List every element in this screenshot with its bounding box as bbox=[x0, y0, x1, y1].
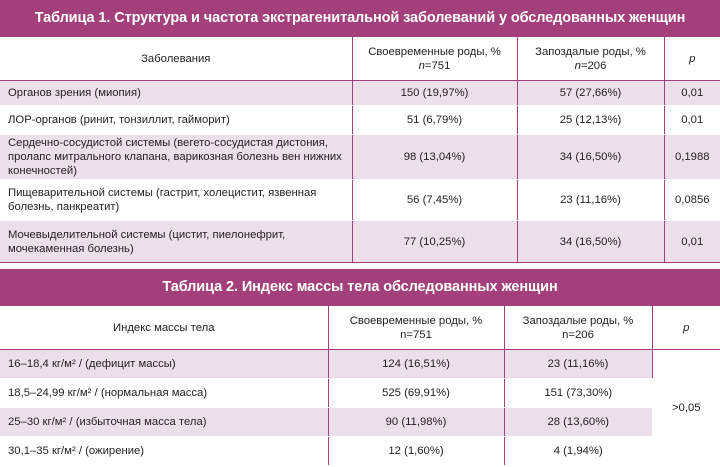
table-row bbox=[0, 379, 720, 408]
cell-timely: 12 (1,60%) bbox=[328, 437, 504, 466]
cell-late: 25 (12,13%) bbox=[517, 106, 664, 135]
table2 bbox=[0, 306, 720, 466]
table1-header-timely: Своевременные роды, % n=751 bbox=[352, 37, 517, 81]
cell-bmi: 18,5–24,99 кг/м² / (нормальная масса) bbox=[0, 379, 328, 408]
cell-timely: 150 (19,97%) bbox=[352, 81, 517, 106]
cell-timely: 90 (11,98%) bbox=[328, 408, 504, 437]
cell-p: 0,1988 bbox=[664, 135, 720, 180]
cell-disease: Органов зрения (миопия) bbox=[0, 81, 352, 106]
cell-late: 151 (73,30%) bbox=[504, 379, 652, 408]
n-label: n bbox=[574, 59, 581, 72]
cell-p: 0,01 bbox=[664, 221, 720, 263]
cell-timely: 124 (16,51%) bbox=[328, 350, 504, 379]
table-row bbox=[0, 350, 720, 379]
table1-header-late: Запоздалые роды, % n=206 bbox=[517, 37, 664, 81]
cell-timely: 98 (13,04%) bbox=[352, 135, 517, 180]
cell-disease: Пищеварительной системы (гастрит, холецистит, язвенная болезнь, панкреатит) bbox=[0, 180, 352, 221]
table2-block bbox=[0, 269, 720, 466]
table2-header-timely: Своевременные роды, % n=751 bbox=[328, 306, 504, 350]
cell-timely: 525 (69,91%) bbox=[328, 379, 504, 408]
cell-bmi: 25–30 кг/м² / (избыточная масса тела) bbox=[0, 408, 328, 437]
table2-title: Таблица 2. Индекс массы тела обследованных женщин bbox=[0, 269, 720, 306]
table1 bbox=[0, 37, 720, 263]
table-row bbox=[0, 135, 720, 180]
cell-disease: Мочевыделительной системы (цистит, пиелонефрит, мочекаменная болезнь) bbox=[0, 221, 352, 263]
table1-title: Таблица 1. Структура и частота экстрагенитальной заболеваний у обследованных женщин bbox=[0, 0, 720, 37]
table1-header-row bbox=[0, 37, 720, 81]
table1-header-p: p bbox=[664, 37, 720, 81]
table-row bbox=[0, 81, 720, 106]
cell-timely: 77 (10,25%) bbox=[352, 221, 517, 263]
table-row bbox=[0, 180, 720, 221]
cell-late: 34 (16,50%) bbox=[517, 135, 664, 180]
cell-bmi: 30,1–35 кг/м² / (ожирение) bbox=[0, 437, 328, 466]
cell-p: 0,01 bbox=[664, 81, 720, 106]
cell-timely: 56 (7,45%) bbox=[352, 180, 517, 221]
cell-p: 0,0856 bbox=[664, 180, 720, 221]
n-label: n bbox=[418, 59, 425, 72]
cell-disease: ЛОР-органов (ринит, тонзиллит, гайморит) bbox=[0, 106, 352, 135]
table-row bbox=[0, 221, 720, 263]
table2-header-bmi: Индекс массы тела bbox=[0, 306, 328, 350]
cell-late: 23 (11,16%) bbox=[517, 180, 664, 221]
cell-disease: Сердечно-сосудистой системы (вегето-сосудистая дистония, пролапс митрального клапана, варикозная болезнь вен нижних конечностей) bbox=[0, 135, 352, 180]
table-row bbox=[0, 408, 720, 437]
cell-p: 0,01 bbox=[664, 106, 720, 135]
cell-late: 23 (11,16%) bbox=[504, 350, 652, 379]
table-row bbox=[0, 437, 720, 466]
table1-header-disease: Заболевания bbox=[0, 37, 352, 81]
table2-header-p: p bbox=[652, 306, 720, 350]
table-row bbox=[0, 106, 720, 135]
table2-header-late: Запоздалые роды, % n=206 bbox=[504, 306, 652, 350]
cell-late: 57 (27,66%) bbox=[517, 81, 664, 106]
cell-late: 28 (13,60%) bbox=[504, 408, 652, 437]
cell-late: 34 (16,50%) bbox=[517, 221, 664, 263]
cell-timely: 51 (6,79%) bbox=[352, 106, 517, 135]
cell-late: 4 (1,94%) bbox=[504, 437, 652, 466]
table2-header-row bbox=[0, 306, 720, 350]
cell-bmi: 16–18,4 кг/м² / (дефицит массы) bbox=[0, 350, 328, 379]
cell-p-merged: >0,05 bbox=[652, 350, 720, 466]
